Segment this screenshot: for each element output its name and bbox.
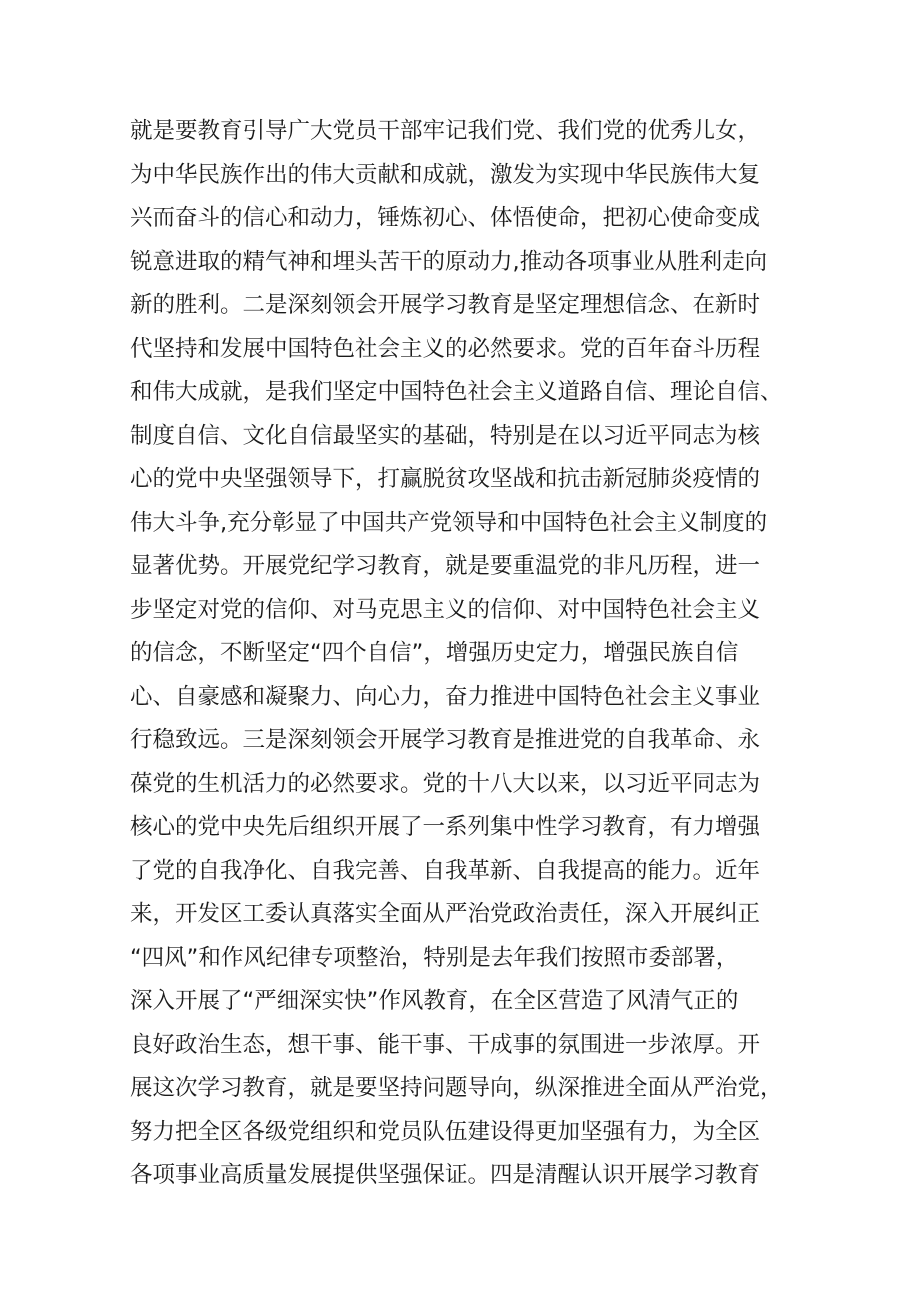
text-line: 各项事业高质量发展提供坚强保证。四是清醒认识开展学习教育 [130, 1162, 761, 1188]
text-line: 葆党的生机活力的必然要求。党的十八大以来，以习近平同志为 [130, 770, 761, 797]
text-line: 为中华民族作出的伟大贡献和成就，激发为实现中华民族伟大复 [130, 161, 761, 188]
text-line: 来，开发区工委认真落实全面从严治党政治责任，深入开展纠正 [130, 901, 761, 927]
text-line: 步坚定对党的信仰、对马克思主义的信仰、对中国特色社会主义 [130, 596, 761, 623]
text-line: 新的胜利。二是深刻领会开展学习教育是坚定理想信念、在新时 [130, 292, 761, 318]
text-line: 良好政治生态，想干事、能干事、干成事的氛围进一步浓厚。开 [130, 1031, 761, 1058]
text-line: 核心的党中央先后组织开展了一系列集中性学习教育，有力增强 [130, 814, 761, 840]
text-line: 展这次学习教育，就是要坚持问题导向，纵深推进全面从严治党， [130, 1075, 783, 1101]
text-line: 心的党中央坚强领导下，打赢脱贫攻坚战和抗击新冠肺炎疫情的 [130, 466, 761, 492]
text-line: 代坚持和发展中国特色社会主义的必然要求。党的百年奋斗历程 [130, 335, 761, 362]
text-line: 的信念，不断坚定“四个自信”，增强历史定力，增强民族自信 [130, 640, 739, 666]
text-line: 努力把全区各级党组织和党员队伍建设得更加坚强有力，为全区 [130, 1118, 761, 1145]
text-line: 深入开展了“严细深实快”作风教育，在全区营造了风清气正的 [130, 988, 739, 1014]
text-line: 伟大斗争,充分彰显了中国共产党领导和中国特色社会主义制度的 [130, 509, 768, 536]
text-line: 心、自豪感和凝聚力、向心力，奋力推进中国特色社会主义事业 [130, 683, 761, 710]
text-line: 和伟大成就，是我们坚定中国特色社会主义道路自信、理论自信、 [130, 379, 783, 405]
text-line: 制度自信、文化自信最坚实的基础，特别是在以习近平同志为核 [130, 422, 761, 449]
text-line: 就是要教育引导广大党员干部牢记我们党、我们党的优秀儿女， [130, 118, 761, 144]
text-line: 兴而奋斗的信心和动力，锤炼初心、体悟使命，把初心使命变成 [130, 205, 761, 231]
text-line: 行稳致远。三是深刻领会开展学习教育是推进党的自我革命、永 [130, 727, 761, 753]
text-line: “四风”和作风纪律专项整治，特别是去年我们按照市委部署， [130, 944, 739, 971]
text-line: 了党的自我净化、自我完善、自我革新、自我提高的能力。近年 [130, 857, 761, 884]
text-line: 显著优势。开展党纪学习教育，就是要重温党的非凡历程，进一 [130, 553, 761, 579]
text-line: 锐意进取的精气神和埋头苦干的原动力,推动各项事业从胜利走向 [130, 248, 768, 275]
body-paragraph [130, 110, 810, 1198]
